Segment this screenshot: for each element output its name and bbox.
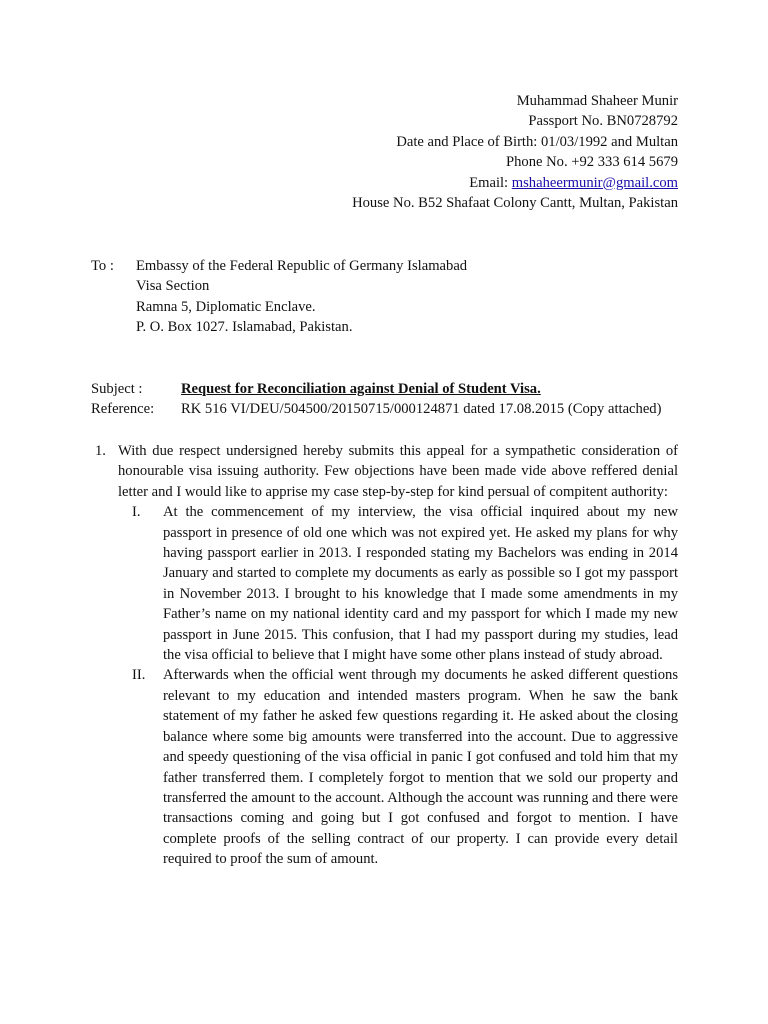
sub-paragraph-text: At the commencement of my interview, the visa official inquired about my new passport in presence of old one which was not expired yet. He asked my plans for why having passport earlier in 2013. I responded stating my Bachelors was ending in 2014 January and started to complete my documents as early as possible so I got my passport in November 2013. I brought to his knowledge that I made some amendments in my Father’s name on my national identity card and my passport for which I made my new passport in June 2015. This confusion, that I had my passport during my studies, lead the visa official to believe that I might have some other plans instead of study abroad.	[163, 504, 678, 664]
sub-paragraph	[91, 665, 678, 869]
recipient-address	[136, 256, 556, 338]
subject-row	[91, 379, 681, 399]
sub-paragraph-number: I.	[132, 504, 141, 521]
sender-name: Muhammad Shaheer Munir	[516, 93, 678, 109]
recipient-line: Ramna 5, Diplomatic Enclave.	[136, 298, 316, 315]
recipient-line: Embassy of the Federal Republic of Germany Islamabad	[136, 258, 468, 274]
sub-paragraph-text: Afterwards when the official went through my documents he asked different questions relevant to my education and intended masters program. When he saw the bank statement of my father he asked few questions regarding it. He asked about the closing balance where some big amounts were transferred into the account. Due to aggressive and speedy questioning of the visa official in panic I got confused and told him that my father transferred them. I completely forgot to mention that we sold our property and transferred the amount to the account. Although the account was running and there were transactions coming and going but I got confused and forgot to mention. I have complete proofs of the selling contract of our property. I can provide every detail required to proof the sum of amount.	[163, 667, 678, 868]
recipient-line: P. O. Box 1027. Islamabad, Pakistan.	[136, 319, 353, 336]
email-link[interactable]: mshaheermunir@gmail.com	[511, 174, 678, 191]
numbered-paragraph	[91, 441, 678, 502]
sender-phone: Phone No. +92 333 614 5679	[505, 154, 678, 171]
recipient-line: Visa Section	[136, 278, 210, 295]
reference-row	[91, 399, 681, 419]
sender-passport: Passport No. BN0728792	[528, 113, 678, 130]
recipient-label: To :	[91, 258, 114, 274]
paragraph-text: With due respect undersigned hereby submits this appeal for a sympathetic consideration of honourable visa issuing authority. Few objections have been made vide above reffered denial letter and I would like to apprise my case step-by-step for kind persual of compitent authority:	[118, 443, 678, 500]
sender-block	[352, 91, 678, 213]
sub-paragraph-number: II.	[132, 667, 146, 684]
reference-label: Reference:	[91, 401, 155, 418]
email-label: Email:	[469, 174, 512, 191]
letter-body	[91, 441, 678, 870]
sender-address: House No. B52 Shafaat Colony Cantt, Multan, Pakistan	[352, 195, 678, 212]
subject-label: Subject :	[91, 381, 143, 397]
sender-email-line	[352, 173, 678, 193]
sub-paragraph	[91, 502, 678, 665]
subject-text: Request for Reconciliation against Denial of Student Visa.	[181, 381, 541, 397]
subject-block	[91, 379, 681, 420]
reference-text: RK 516 VI/DEU/504500/20150715/000124871 dated 17.08.2015 (Copy attached)	[181, 401, 662, 418]
paragraph-number: 1.	[95, 443, 106, 459]
sender-birth: Date and Place of Birth: 01/03/1992 and Multan	[396, 133, 678, 150]
